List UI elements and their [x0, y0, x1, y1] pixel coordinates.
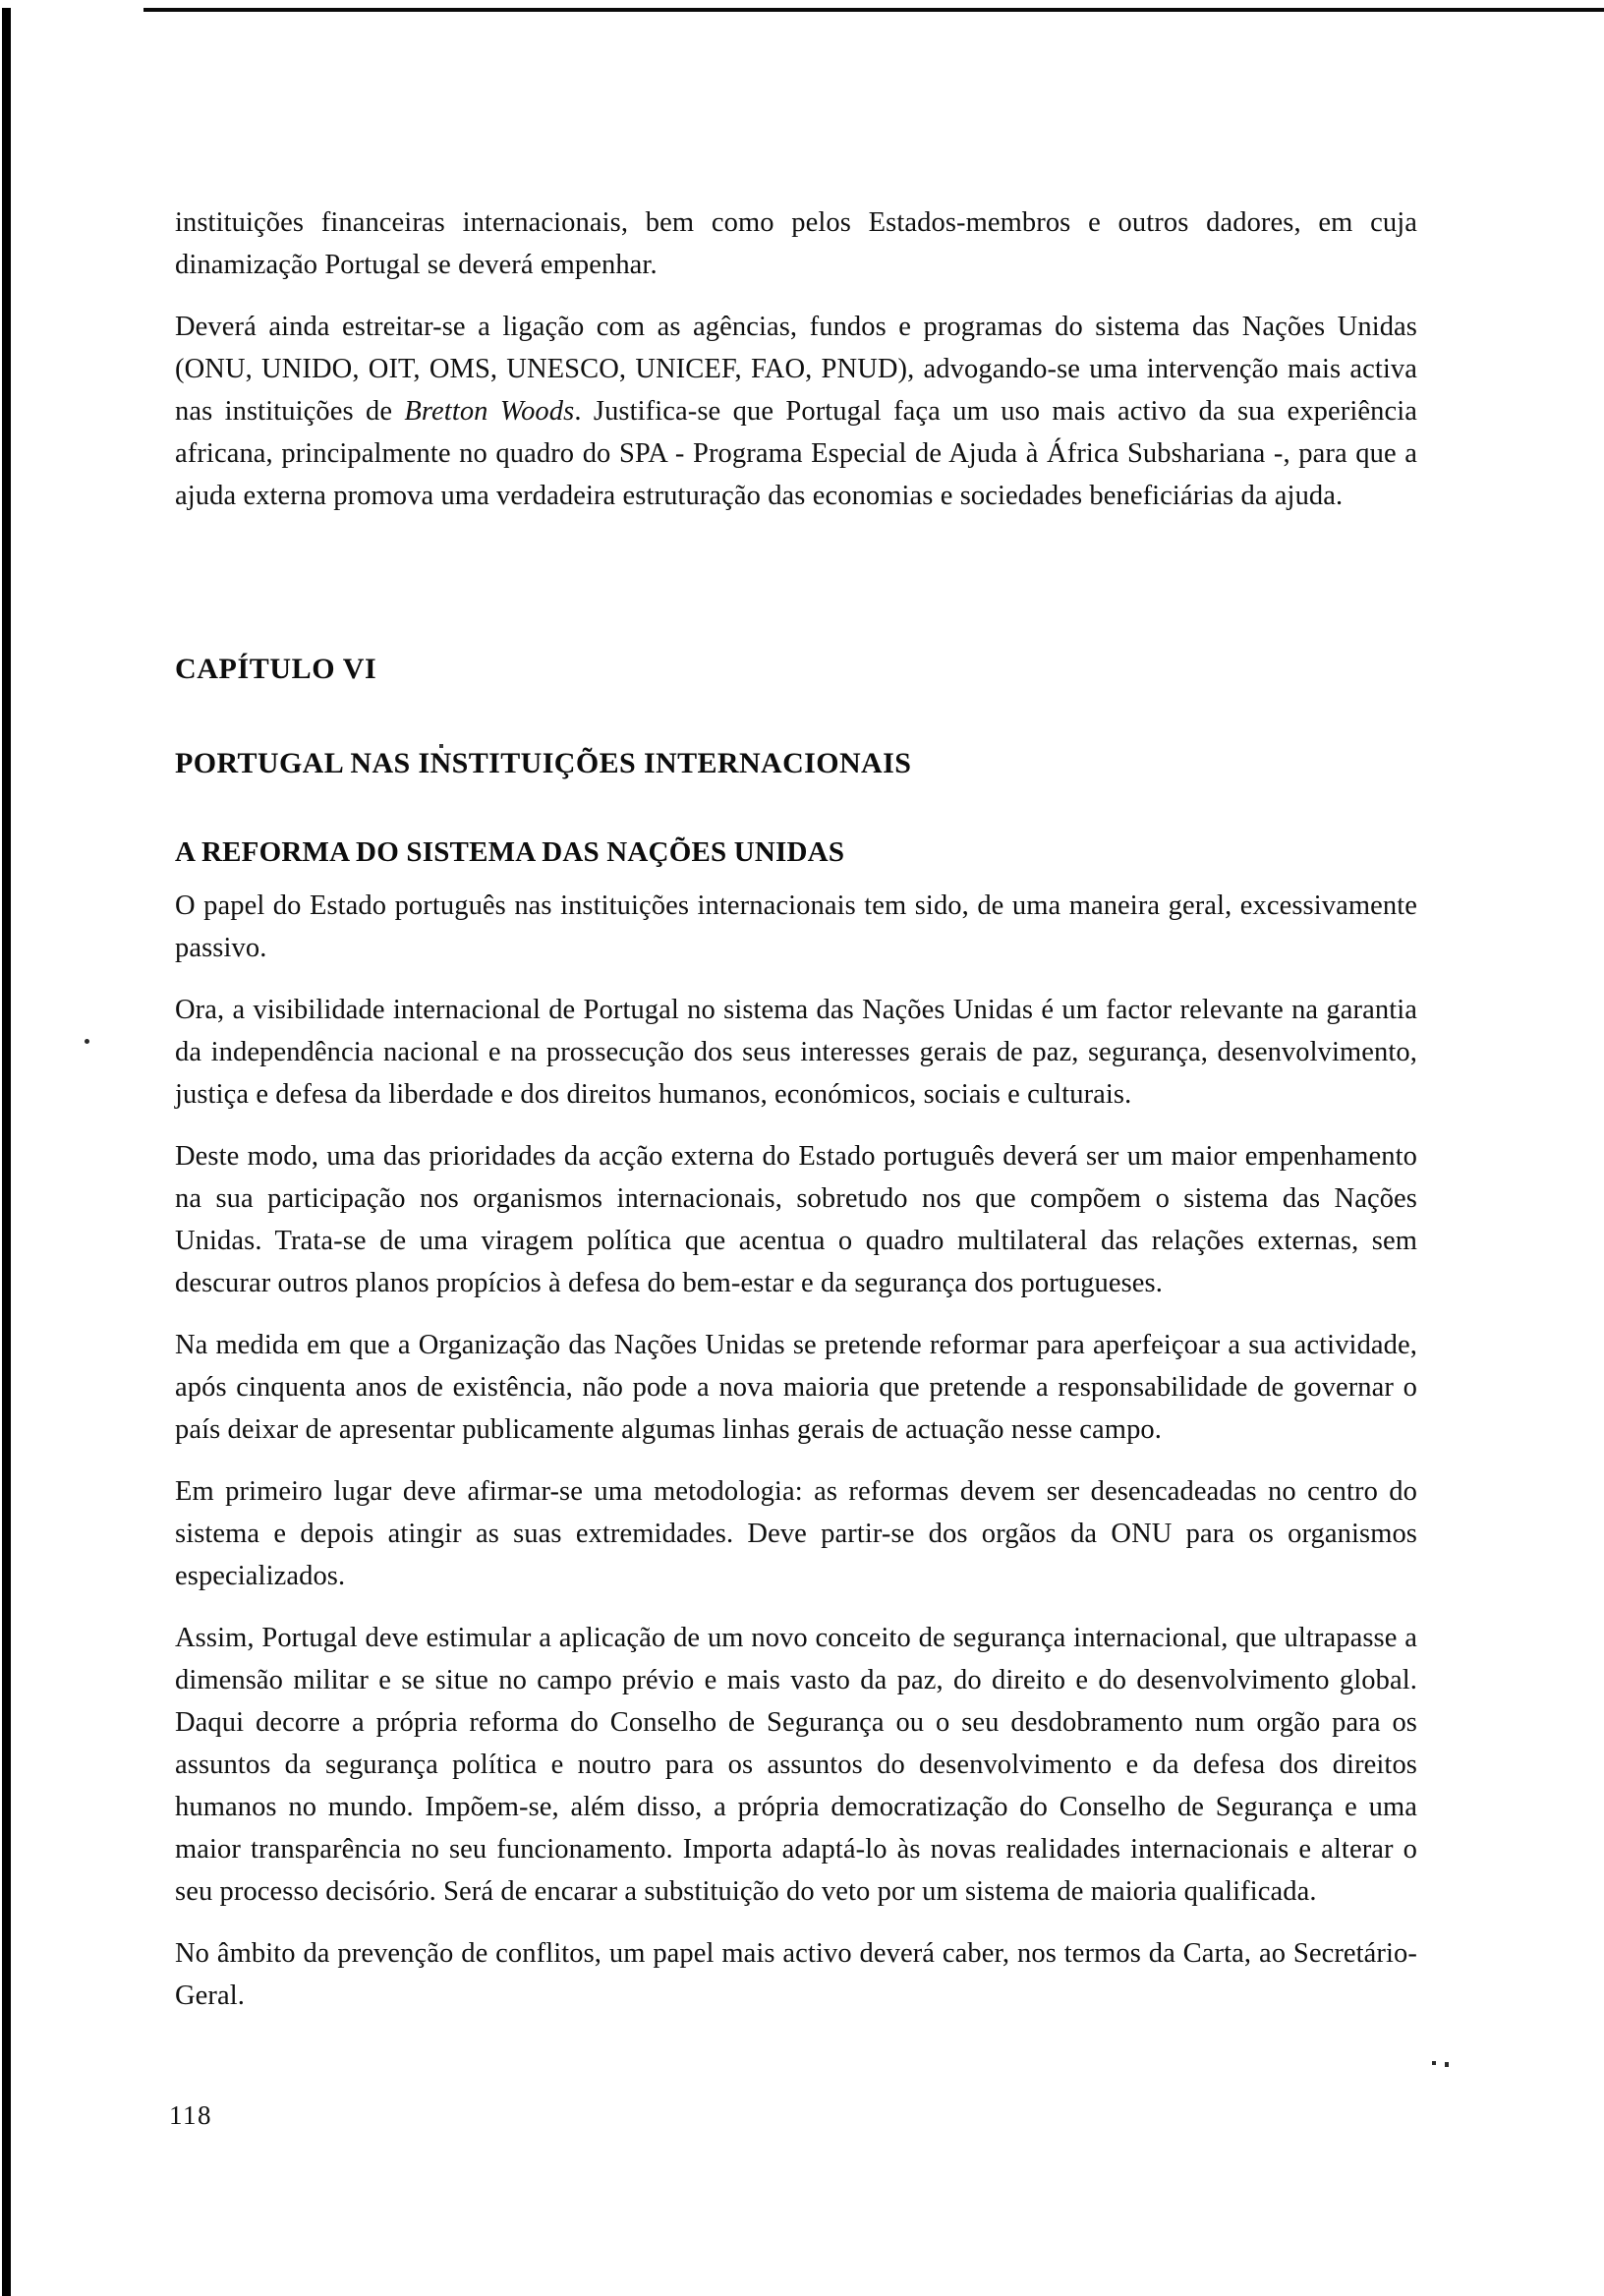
paragraph-4: Na medida em que a Organização das Nações Unidas se pretende reformar para aperfeiçoar a sua actividade, após cinquenta anos de existência, não pode a nova maioria que pretende a responsabilidade de governar o país deixar de apresentar publicamente algumas linhas gerais de actuação nesse campo.	[175, 1330, 1417, 1445]
chapter-label: CAPÍTULO VI	[175, 653, 377, 685]
vertical-spacer	[175, 537, 1417, 651]
paragraph-continuation: instituições financeiras internacionais, bem como pelos Estados-membros e outros dadores, em cuja dinamização Portugal se deverá empenhar.	[175, 207, 1417, 280]
paragraph-7: No âmbito da prevenção de conflitos, um papel mais activo deverá caber, nos termos da Carta, ao Secretário-Geral.	[175, 1938, 1417, 2011]
paragraph-6: Assim, Portugal deve estimular a aplicação de um novo conceito de segurança internacional, que ultrapasse a dimensão militar e se situe no campo prévio e mais vasto da paz, do direito e do desenvolvimento global. Daqui decorre a própria reforma do Conselho de Segurança ou o seu desdobramento num orgão para os assuntos da segurança política e noutro para os assuntos do desenvolvimento e da defesa dos direitos humanos no mundo. Impõem-se, além disso, a própria democratização do Conselho de Segurança e uma maior transparência no seu funcionamento. Importa adaptá-lo às novas realidades internacionais e alterar o seu processo decisório. Será de encarar a substituição do veto por um sistema de maioria qualificada.	[175, 1623, 1417, 1907]
paragraph-5: Em primeiro lugar deve afirmar-se uma metodologia: as reformas devem ser desencadeadas no centro do sistema e depois atingir as suas extremidades. Deve partir-se dos orgãos da ONU para os organismos especializados.	[175, 1476, 1417, 1591]
section-title: A REFORMA DO SISTEMA DAS NAÇÕES UNIDAS	[175, 836, 845, 868]
scan-edge-artifact-left	[2, 8, 11, 2296]
paragraph-agencies	[175, 306, 1417, 517]
italic-term-bretton-woods: Bretton Woods	[404, 396, 575, 427]
page-number: 118	[169, 2100, 212, 2130]
paragraph-agencies-after-italic: . Justifica-se que Portugal faça um uso mais activo da sua experiência africana, principalmente no quadro do SPA - Programa Especial de Ajuda à África Subshariana -, para que a ajuda externa promova uma verdadeira estruturação das economias e sociedades beneficiárias da ajuda.	[175, 396, 1418, 511]
vertical-spacer	[175, 782, 1417, 833]
scan-speck-icon	[1445, 2062, 1449, 2067]
chapter-title: PORTUGAL NAS INSTITUIÇÕES INTERNACIONAIS	[175, 747, 912, 779]
paragraph-3: Deste modo, uma das prioridades da acção externa do Estado português deverá ser um maior empenhamento na sua participação nos organismos internacionais, sobretudo nos que compõem o sistema das Nações Unidas. Trata-se de uma viragem política que acentua o quadro multilateral das relações externas, sem descurar outros planos propícios à defesa do bem-estar e da segurança dos portugueses.	[175, 1141, 1417, 1298]
scan-edge-artifact-top	[143, 8, 1604, 12]
scan-speck-icon	[85, 1039, 89, 1044]
paragraph-2: Ora, a visibilidade internacional de Portugal no sistema das Nações Unidas é um factor relevante na garantia da independência nacional e na prossecução dos seus interesses gerais de paz, segurança, desenvolvimento, justiça e defesa da liberdade e dos direitos humanos, económicos, sociais e culturais.	[175, 995, 1417, 1110]
paragraph-1: O papel do Estado português nas instituições internacionais tem sido, de uma maneira geral, excessivamente passivo.	[175, 890, 1417, 963]
page-content	[175, 201, 1417, 2017]
vertical-spacer	[175, 688, 1417, 745]
paragraph-agencies-before-italic: Deverá ainda estreitar-se a ligação com as agências, fundos e programas do sistema das Nações Unidas (ONU, UNIDO, OIT, OMS, UNESCO, UNICEF, FAO, PNUD), advogando-se uma intervenção mais activa nas instituições de	[175, 312, 1417, 427]
scan-speck-icon	[1432, 2061, 1436, 2065]
